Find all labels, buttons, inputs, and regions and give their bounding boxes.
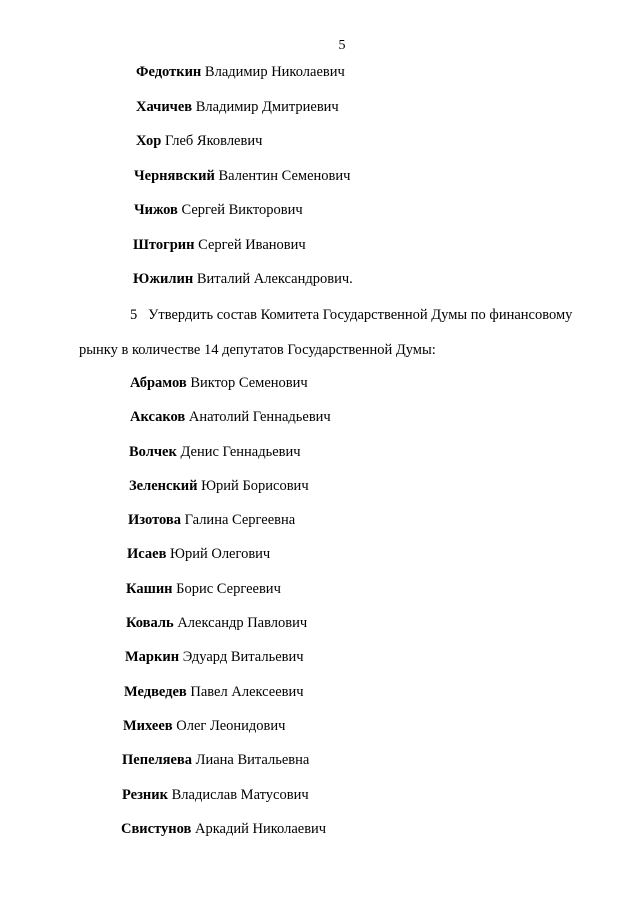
member-surname: Кашин (126, 581, 173, 597)
member-surname: Пепеляева (122, 752, 193, 768)
member-line (126, 614, 307, 632)
member-given-names: Олег Леонидович (176, 718, 286, 734)
member-line (124, 683, 304, 701)
member-surname: Южилин (133, 271, 194, 287)
member-surname: Хор (136, 133, 162, 149)
member-given-names: Анатолий Геннадьевич (188, 409, 331, 425)
member-surname: Штогрин (133, 237, 195, 253)
member-given-names: Юрий Олегович (170, 546, 271, 562)
member-given-names: Павел Алексеевич (190, 684, 304, 700)
member-surname: Чернявский (134, 168, 215, 184)
member-surname: Медведев (124, 684, 187, 700)
member-given-names: Борис Сергеевич (176, 581, 281, 597)
member-surname: Чижов (134, 202, 178, 218)
member-line (127, 545, 270, 563)
member-surname: Хачичев (136, 99, 193, 115)
member-given-names: Владислав Матусович (171, 787, 309, 803)
member-surname: Аксаков (130, 409, 186, 425)
member-line (134, 167, 350, 185)
member-surname: Абрамов (130, 375, 187, 391)
member-line (136, 98, 339, 116)
member-surname: Резник (122, 787, 168, 803)
member-surname: Волчек (129, 444, 177, 460)
member-surname: Коваль (126, 615, 174, 631)
member-given-names: Юрий Борисович (201, 478, 309, 494)
member-given-names: Виктор Семенович (190, 375, 308, 391)
member-line (129, 477, 309, 495)
member-given-names: Лиана Витальевна (195, 752, 310, 768)
paragraph-line-2 (79, 341, 436, 359)
member-line (129, 443, 301, 461)
member-line (130, 374, 308, 392)
member-line (136, 132, 262, 150)
member-line (136, 63, 345, 81)
member-given-names: Галина Сергеевна (184, 512, 296, 528)
member-surname: Федоткин (136, 64, 202, 80)
member-line (133, 236, 306, 254)
member-given-names: Денис Геннадьевич (180, 444, 301, 460)
item-number: 5 (130, 307, 138, 323)
member-line (128, 511, 295, 529)
member-given-names: Владимир Дмитриевич (195, 99, 339, 115)
member-surname: Маркин (125, 649, 180, 665)
member-surname: Свистунов (121, 821, 192, 837)
paragraph-line-1 (130, 306, 572, 324)
member-line (121, 820, 326, 838)
member-line (123, 717, 285, 735)
member-given-names: Аркадий Николаевич (194, 821, 327, 837)
item-text-line-2: рынку в количестве 14 депутатов Государственной Думы: (79, 342, 436, 358)
member-surname: Исаев (127, 546, 167, 562)
member-given-names: Эдуард Витальевич (182, 649, 304, 665)
member-given-names: Глеб Яковлевич (164, 133, 263, 149)
member-surname: Изотова (128, 512, 181, 528)
member-surname: Зеленский (129, 478, 198, 494)
member-given-names: Сергей Викторович (181, 202, 303, 218)
item-text-line-1: Утвердить состав Комитета Государственной Думы по финансовому (148, 307, 573, 323)
member-line (126, 580, 281, 598)
member-line (122, 786, 309, 804)
member-line (125, 648, 304, 666)
member-given-names: Александр Павлович (177, 615, 308, 631)
member-line (133, 270, 353, 288)
member-given-names: Валентин Семенович (218, 168, 351, 184)
member-surname: Михеев (123, 718, 173, 734)
member-line (134, 201, 303, 219)
member-given-names: Виталий Александрович. (196, 271, 353, 287)
member-line (130, 408, 331, 426)
member-line (122, 751, 309, 769)
member-given-names: Сергей Иванович (198, 237, 306, 253)
member-given-names: Владимир Николаевич (204, 64, 345, 80)
page-number: 5 (338, 38, 346, 53)
